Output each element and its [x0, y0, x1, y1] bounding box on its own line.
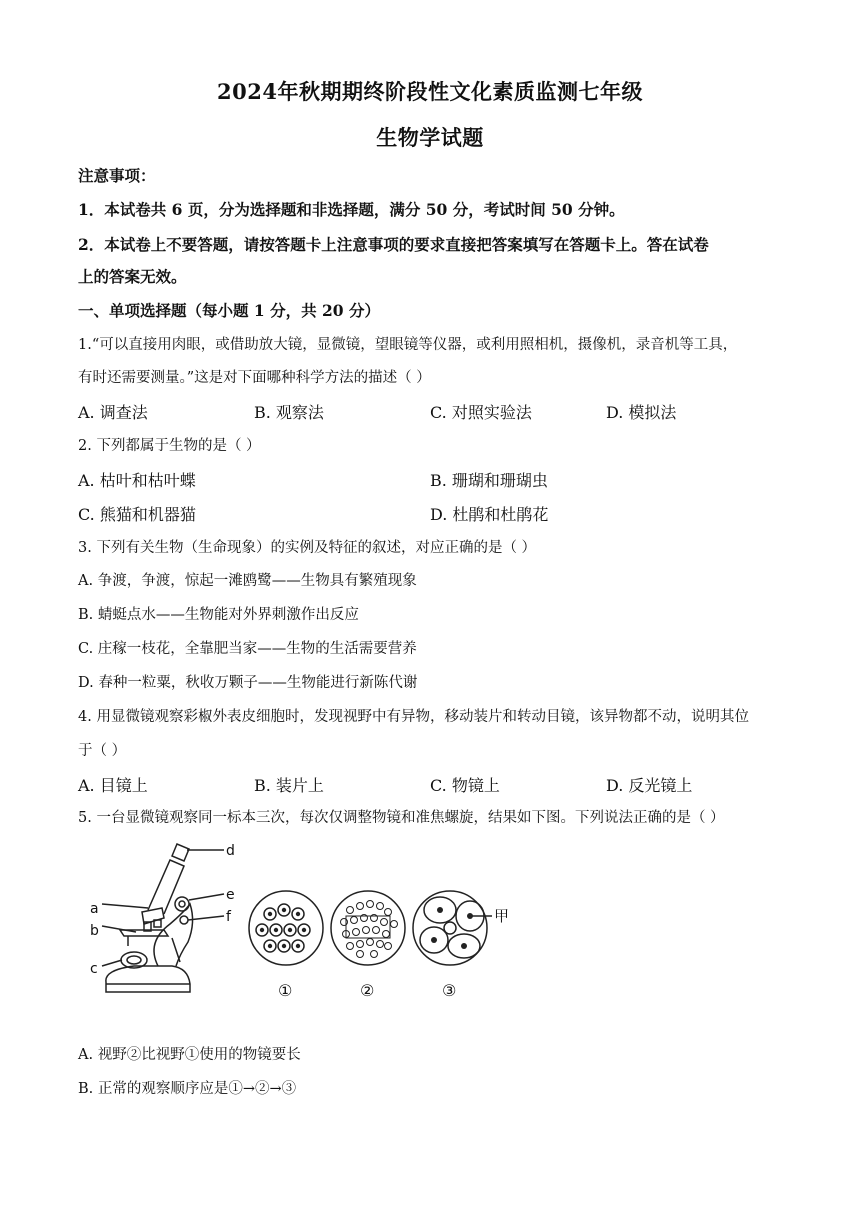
label-c: c [90, 961, 98, 977]
q1-option-b: B. 观察法 [254, 403, 324, 422]
q2-stem: 2. 下列都属于生物的是（ ） [78, 438, 261, 454]
q5-figure [84, 842, 524, 1021]
q4-option-b: B. 装片上 [254, 776, 324, 795]
q5-option-a: A. 视野②比视野①使用的物镜要长 [78, 1047, 301, 1063]
q3-stem: 3. 下列有关生物（生命现象）的实例及特征的叙述，对应正确的是（ ） [78, 540, 537, 556]
q1-option-a: A. 调查法 [78, 403, 148, 422]
q1-stem-line-1: 1.“可以直接用肉眼，或借助放大镜，显微镜，望眼镜等仪器，或利用照相机，摄像机，录音机等工具， [78, 337, 738, 353]
label-jia: 甲 [494, 907, 510, 925]
label-view-1: ① [278, 981, 293, 1000]
label-b: b [90, 923, 99, 939]
exam-subtitle: 生物学试题 [376, 125, 484, 150]
q3-option-a: A. 争渡，争渡，惊起一滩鸥鹭——生物具有繁殖现象 [78, 573, 417, 589]
q3-option-c: C. 庄稼一枝花，全靠肥当家——生物的生活需要营养 [78, 641, 417, 657]
notice-item-2-line-1: 2．本试卷上不要答题，请按答题卡上注意事项的要求直接把答案填写在答题卡上。答在试卷 [78, 235, 709, 254]
exam-title: 2024年秋期期终阶段性文化素质监测七年级 [217, 79, 643, 104]
q4-stem-line-2: 于（ ） [78, 743, 127, 759]
notice-heading: 注意事项： [78, 166, 156, 185]
q2-option-d: D. 杜鹃和杜鹃花 [430, 505, 549, 524]
notice-item-2-line-2: 上的答案无效。 [78, 267, 187, 286]
label-view-3: ③ [442, 981, 457, 1000]
q5-stem: 5. 一台显微镜观察同一标本三次，每次仅调整物镜和准焦螺旋，结果如下图。下列说法正确的是（ ） [78, 810, 725, 826]
q2-option-c: C. 熊猫和机器猫 [78, 505, 196, 524]
q4-option-a: A. 目镜上 [78, 776, 148, 795]
field-of-view-3 [413, 891, 492, 965]
q4-option-c: C. 物镜上 [430, 776, 500, 795]
label-d: d [226, 843, 235, 859]
q5-option-b: B. 正常的观察顺序应是①→②→③ [78, 1081, 297, 1097]
field-of-view-2 [331, 891, 405, 965]
field-of-view-1 [249, 891, 323, 965]
q1-option-d: D. 模拟法 [606, 403, 677, 422]
notice-item-1: 1．本试卷共 6 页，分为选择题和非选择题，满分 50 分，考试时间 50 分钟。 [78, 200, 625, 219]
q3-option-b: B. 蜻蜓点水——生物能对外界刺激作出反应 [78, 607, 359, 623]
microscope-drawing [102, 844, 224, 992]
q1-option-c: C. 对照实验法 [430, 403, 532, 422]
q3-option-d: D. 春种一粒粟，秋收万颗子——生物能进行新陈代谢 [78, 675, 418, 691]
q2-option-a: A. 枯叶和枯叶蝶 [78, 471, 196, 490]
q1-stem-line-2: 有时还需要测量。”这是对下面哪种科学方法的描述（ ） [78, 370, 431, 386]
q4-option-d: D. 反光镜上 [606, 776, 693, 795]
label-a: a [90, 901, 99, 917]
label-e: e [226, 887, 235, 903]
q2-option-b: B. 珊瑚和珊瑚虫 [430, 471, 548, 490]
label-view-2: ② [360, 981, 375, 1000]
q4-stem-line-1: 4. 用显微镜观察彩椒外表皮细胞时，发现视野中有异物，移动装片和转动目镜，该异物都不动，说明其位 [78, 709, 749, 725]
label-f: f [226, 909, 231, 925]
section-1-heading: 一、单项选择题（每小题 1 分，共 20 分） [78, 301, 380, 320]
